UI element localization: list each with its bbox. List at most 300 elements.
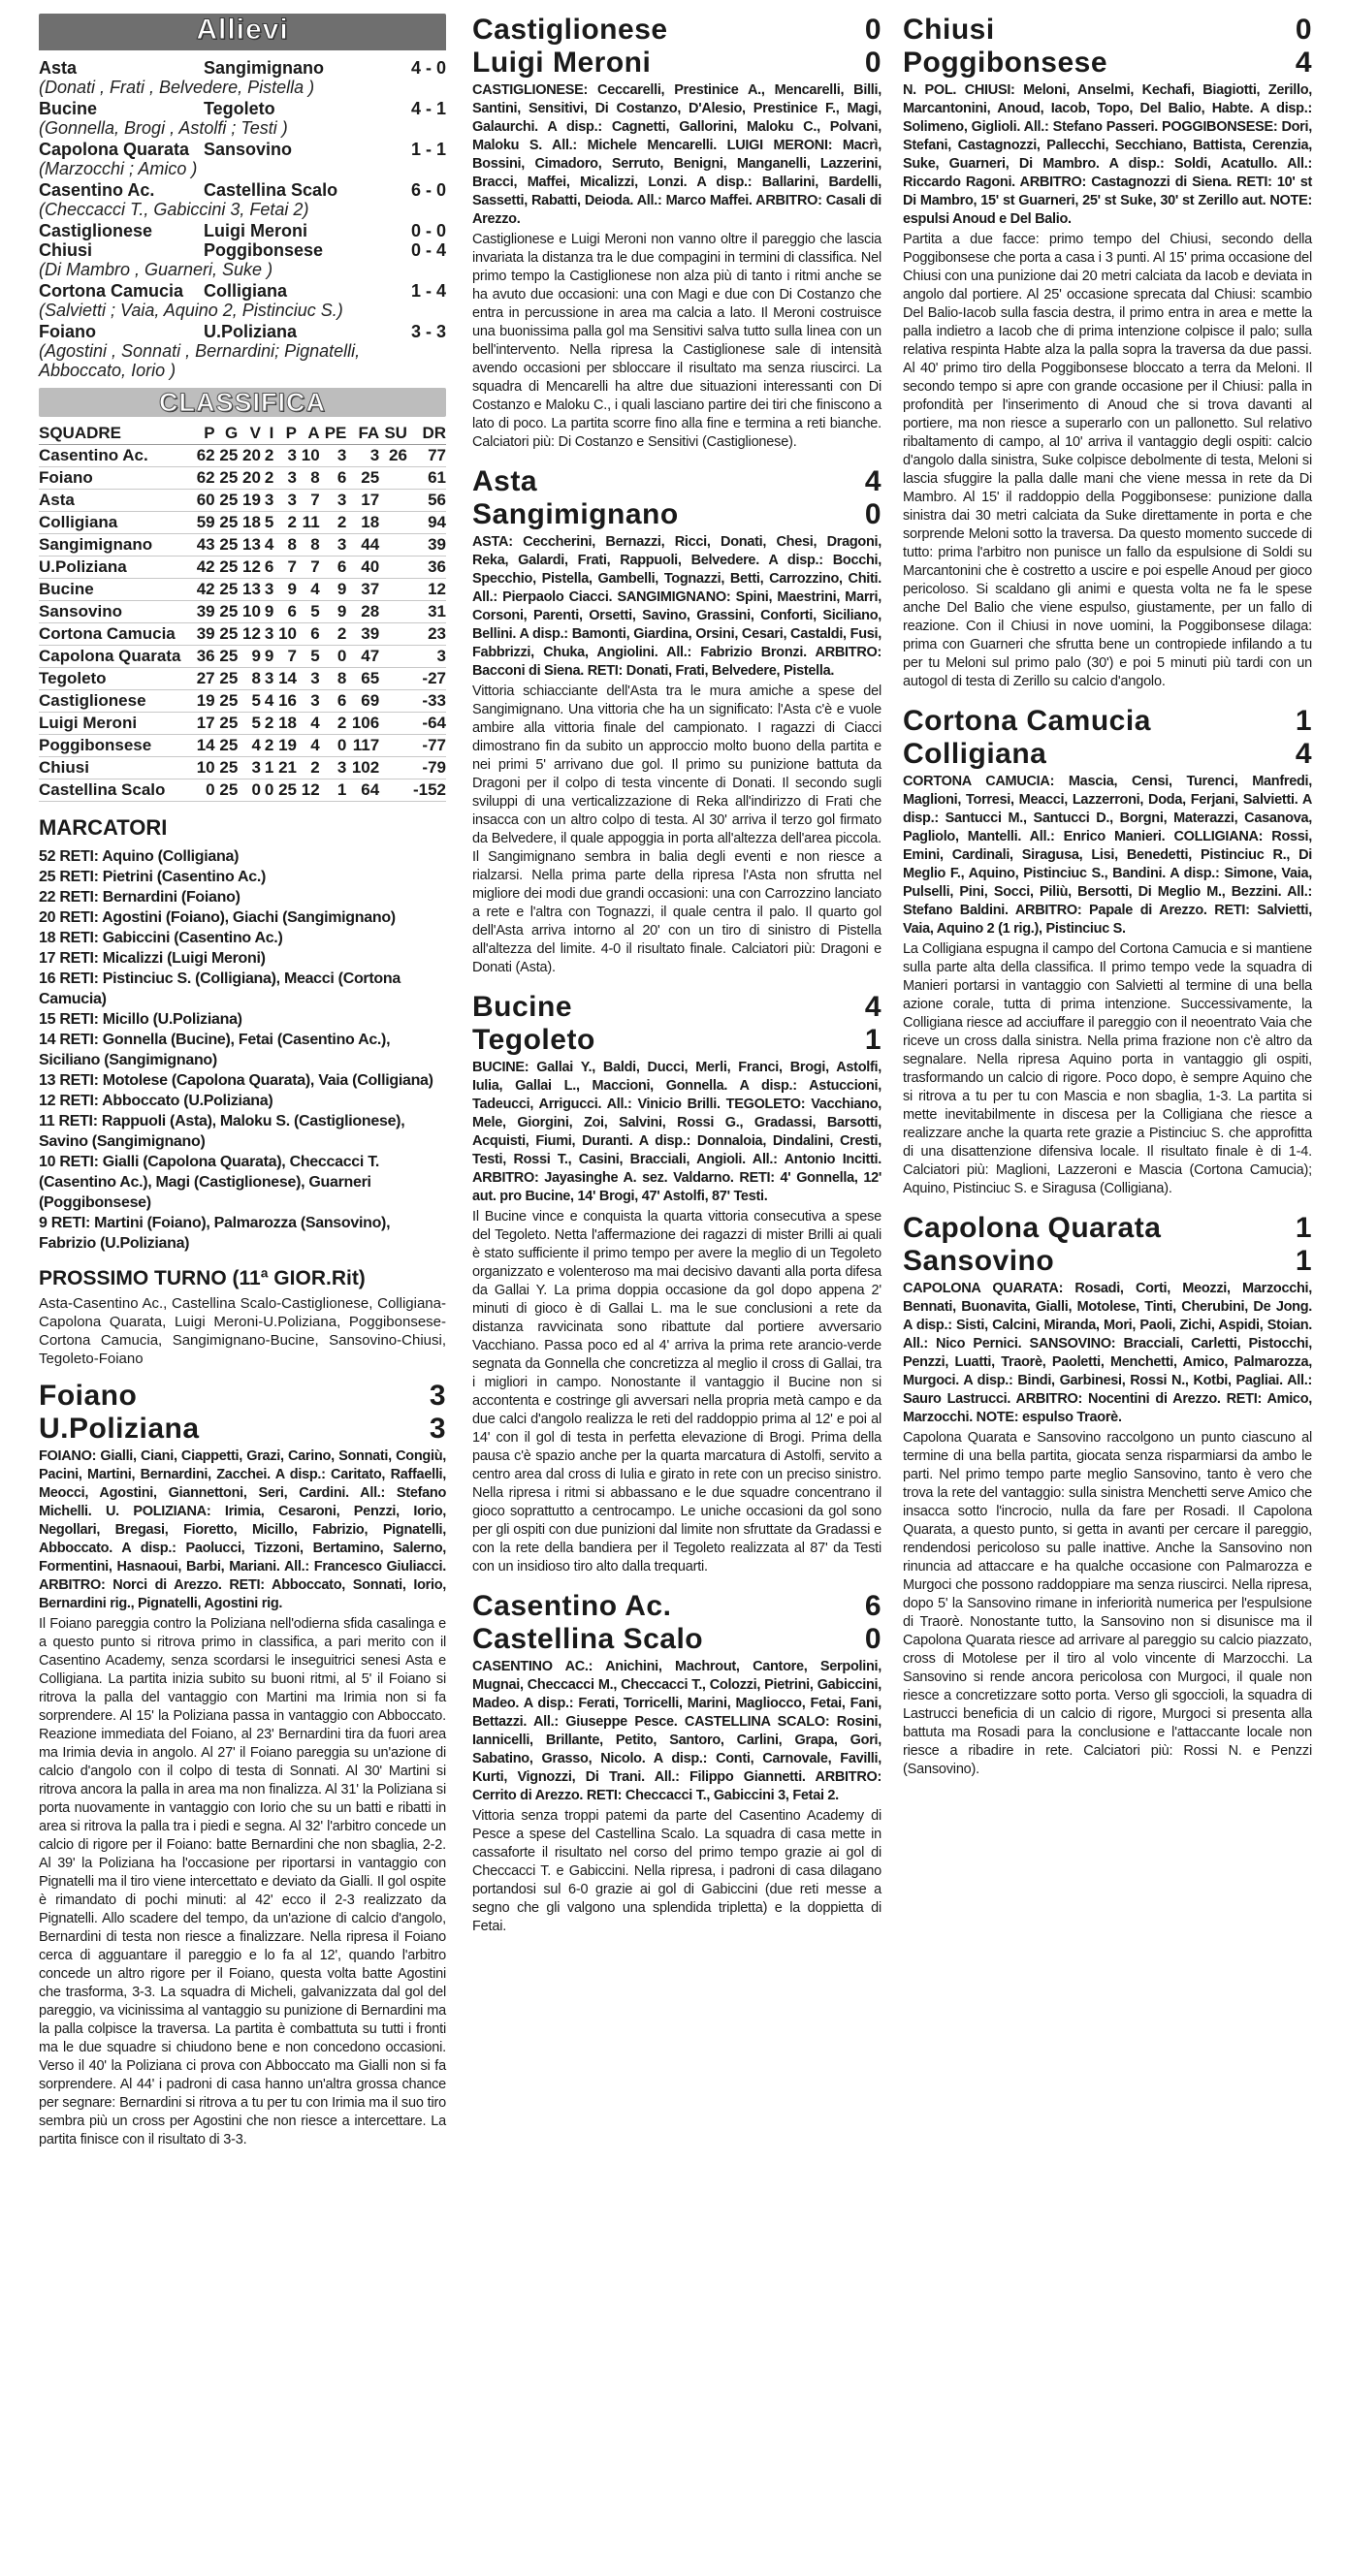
standings-cell — [379, 757, 407, 779]
standings-cell: 8 — [238, 668, 261, 690]
home-team-score: 3 — [429, 1380, 446, 1412]
home-team-score: 0 — [864, 14, 881, 46]
match-lineups: FOIANO: Gialli, Ciani, Ciappetti, Grazi, Carino, Sonnati, Congiù, Pacini, Martini, Bernardini, Zacchei. A disp.: Caritato, Raffaelli, Meocci, Agostini, Giannettoni, Seri, Cardini. All.: Stefano Michelli. U. POLIZIANA: Irimia, Cesaroni, Penzzi, Iorio, Negollari, Bregasi, Fioretto, Micillo, Fabrizio, Pignatelli, Abboccato. A disp.: Paolucci, Tizzoni, Bertamino, Salerno, Formentini, Hasnaoui, Barbi, Mariani. All.: Francesco Giuliacci. ARBITRO: Norci di Arezzo. RETI: Abboccato, Sonnati, Iorio, Bernardini rig., Pignatelli, Agostini rig. — [39, 1448, 446, 1611]
match-home-line — [903, 1212, 1312, 1245]
standings-cell: 106 — [346, 713, 379, 735]
standings-row — [39, 690, 446, 713]
standings-cell: 3 — [320, 534, 347, 557]
standings-cell: 8 — [273, 534, 297, 557]
standings-cell: 6 — [297, 623, 320, 646]
match-away-line — [472, 1024, 881, 1057]
standings-cell: -77 — [407, 735, 446, 757]
standings-cell: 31 — [407, 601, 446, 623]
match-lineups: N. POL. CHIUSI: Meloni, Anselmi, Kechafi, Biagiotti, Zerillo, Marcantonini, Anoud, Iacob, Topo, Del Balio, Habte. A disp.: Solimeno, Giglioli. All.: Stefano Passeri. POGGIBONSESE: Dori, Stefani, Castagnozzi, Pallecchi, Secchiano, Battista, Cerenzia, Suke, Guarneri, Di Mambro. A disp.: Soldi, Acatullo. All.: Riccardo Ragoni. ARBITRO: Castagnozzi di Siena. RETI: 10' st Di Mambro, 15' st Guarneri, 25' st Suke, 30' st Zerillo aut. NOTE: espulsi Anoud e Del Balio. — [903, 82, 1312, 227]
team-name: Foiano — [39, 467, 192, 490]
standings-cell: -79 — [407, 757, 446, 779]
standings-cell: 13 — [238, 534, 261, 557]
standings-cell: -33 — [407, 690, 446, 713]
standings-cell: 39 — [192, 601, 215, 623]
match-report — [472, 14, 881, 452]
match-text: Partita a due facce: primo tempo del Chiusi, secondo della Poggibonsese che porta a casa i 3 punti. Al 15' prima occasione del Chiusi con una punizione dai 20 metri calciata da Iacob e deviata in angolo dal portiere. Al 25' occasione sprecata dal Chiusi: scambio Del Balio-Iacob sulla fascia destra, il primo entra in area e mette la palla indietro a Iacob che di prima intenzione colpisce il palo; sulla relativa respinta Habte alza la palla sopra la traversa da due passi. Al 40' primo tiro della Poggibonsese bloccato a terra da Meloni. Il secondo tempo si apre con grande occasione per il Chiusi: palla in profondità per l'inserimento di Anoud che si trova davanti al portiere, ma non riesce a superarlo con un pallonetto. Sul relativo ribaltamento di campo, al 10' arriva il vantaggio degli ospiti: calcio d'angolo dalla sinistra, Suke colpisce debolmente di testa, Meloni si lascia sfuggire la palla dalle mani che viene messa in rete da Di Mambro. Al 15' il raddoppio della Poggibonsese: punizione dalla sinistra dai 30 metri calciata da Suke direttamente in porta e che sorprende Meloni sotto la traversa. Da questo momento succede di tutto: prima l'arbitro non punisce un fallo da espulsione di Soldi su Marcantonini che è costretto a uscire e poi espelle Anoud per gioco pericoloso. Si scaldano gli animi e questa volta ne fa le spese anche Del Balio che viene espulso, giustamente, per un fallo di reazione. Con il Chiusi in nove uomini, la Poggibonsese dilaga: prima con Guarneri che sfrutta bene un contropiede infilando a tu per tu Meloni sul primo palo (30') e poi 5 minuti più tardi con un autogol di testa di Zerillo su calcio d'angolo. — [903, 232, 1312, 689]
standings-cell: 25 — [215, 735, 239, 757]
scorer-line: 16 RETI: Pistinciuc S. (Colligiana), Meacci (Cortona Camucia) — [39, 970, 401, 1007]
standings-cell: 5 — [261, 512, 273, 534]
standings-cell: 6 — [320, 557, 347, 579]
next-round-text: Asta-Casentino Ac., Castellina Scalo-Castiglionese, Colligiana-Capolona Quarata, Luigi Meroni-U.Poliziana, Poggibonsese-Cortona Camucia, Sangimignano-Bucine, Sansovino-Chiusi, Tegoleto-Foiano — [39, 1295, 446, 1367]
standings-cell — [379, 579, 407, 601]
team-name: Sangimignano — [39, 534, 192, 557]
result-scorers: (Marzocchi ; Amico ) — [39, 159, 198, 178]
standings-cell: 25 — [215, 534, 239, 557]
home-team: Chiusi — [39, 240, 93, 260]
match-lineups: CORTONA CAMUCIA: Mascia, Censi, Turenci, Manfredi, Maglioni, Torresi, Meacci, Lazzerroni, Doda, Ferjani, Salvietti. A disp.: Santucci M., Santucci D., Borgni, Materazzi, Casanova, Pagliolo, Mantelli. All.: Enrico Manieri. COLLIGIANA: Rossi, Emini, Cardinali, Siragusa, Lisi, Benedetti, Pistinciuc R., Di Meglio F., Aquino, Pistinciuc S., Bandini. A disp.: Simone, Vaia, Pulselli, Pini, Socci, Piliù, Bersotti, Di Meglio M., Bezzini. All.: Stefano Baldini. ARBITRO: Papale di Arezzo. RETI: Salvietti, Vaia, Aquino 2 (1 rig.), Pistinciuc S. — [903, 774, 1312, 937]
scorer-line: 52 RETI: Aquino (Colligiana) — [39, 848, 240, 865]
result-row — [39, 140, 446, 159]
home-team-name: Capolona Quarata — [903, 1212, 1162, 1244]
standings-cell: 56 — [407, 490, 446, 512]
home-team-score: 1 — [1295, 1212, 1312, 1244]
away-team-score: 0 — [864, 1623, 881, 1655]
team-name: Cortona Camucia — [39, 623, 192, 646]
scorer-line: 20 RETI: Agostini (Foiano), Giachi (Sangimignano) — [39, 909, 396, 926]
standings-cell: 3 — [407, 646, 446, 668]
home-team: Casentino Ac. — [39, 180, 155, 200]
scorer-line: 13 RETI: Motolese (Capolona Quarata), Vaia (Colligiana) — [39, 1072, 433, 1089]
team-name: Luigi Meroni — [39, 713, 192, 735]
match-report — [903, 705, 1312, 1198]
standings-header-cell: V — [238, 423, 261, 445]
standings-cell: 25 — [215, 579, 239, 601]
standings-table — [39, 423, 446, 802]
away-team-name: Poggibonsese — [903, 47, 1108, 79]
result-scorers: (Di Mambro , Guarneri, Suke ) — [39, 260, 273, 279]
standings-cell: 9 — [320, 579, 347, 601]
scorer-line: 17 RETI: Micalizzi (Luigi Meroni) — [39, 950, 266, 967]
standings-cell: 6 — [261, 557, 273, 579]
standings-cell: 6 — [320, 467, 347, 490]
standings-cell: 2 — [261, 445, 273, 467]
match-text: La Colligiana espugna il campo del Cortona Camucia e si mantiene sulla parte alta della classifica. Il primo tempo vede la squadra di Manieri portarsi in vantaggio con Salvietti al termine di una bella azione corale, tutta di prima intenzione. Successivamente, la Colligiana riesce ad acciuffare il pareggio con il neoentrato Vaia che riceve un cross dalla sinistra. Nella prima frazione non c'è altro da segnalare. Nella ripresa Aquino porta in vantaggio gli ospiti, trasformando un calcio di rigore. Poco dopo, è sempre Aquino che si ritrova a tu per tu con Mascia e non sbaglia, 1-3. La partita si mette inevitabilmente in discesa per la Colligiana che riesce a realizzare anche la quarta rete grazie a Pistinciuc S. che approfitta di una disattenzione difensiva locale. Il risultato finale è di 1-4. Calciatori più: Maglioni, Lazzeroni e Mascia (Cortona Camucia); Aquino, Pistinciuc S. e Siragusa (Colligiana). — [903, 941, 1312, 1196]
away-team: Castellina Scalo — [204, 180, 338, 200]
column-right — [903, 14, 1312, 1779]
column-middle — [472, 14, 881, 1936]
result-row — [39, 58, 446, 78]
standings-cell: 43 — [192, 534, 215, 557]
match-lineups: CASTIGLIONESE: Ceccarelli, Prestinice A., Mencarelli, Billi, Santini, Sensitivi, Di Costanzo, D'Alesio, Prestinice F., Magi, Galaurchi. A disp.: Cagnetti, Gallorini, Maloku C., Polvani, Maloku S. All.: Michele Mencarelli. LUIGI MERONI: Macrì, Bossini, Cimadoro, Serruto, Benigni, Manganelli, Lazzerini, Bracci, Maffei, Micalizzi, Lonzi. A disp.: Ballarini, Bardelli, Sassetti, Rabatti, Deioda. All.: Marco Maffei. ARBITRO: Casali di Arezzo. — [472, 82, 881, 227]
result-scorers: (Donati , Frati , Belvedere, Pistella ) — [39, 78, 315, 97]
standings-row — [39, 623, 446, 646]
standings-row — [39, 445, 446, 467]
standings-cell: 9 — [261, 646, 273, 668]
standings-cell: 3 — [346, 445, 379, 467]
standings-cell — [379, 623, 407, 646]
away-team: Poggibonsese — [204, 240, 324, 260]
match-report — [472, 1590, 881, 1936]
standings-row — [39, 601, 446, 623]
team-name: Tegoleto — [39, 668, 192, 690]
home-team-name: Chiusi — [903, 14, 995, 46]
standings-cell: 42 — [192, 579, 215, 601]
standings-cell: 3 — [320, 445, 347, 467]
standings-cell: 94 — [407, 512, 446, 534]
match-home-line — [39, 1380, 446, 1413]
standings-cell: 61 — [407, 467, 446, 490]
standings-cell: 3 — [261, 668, 273, 690]
standings-cell: 8 — [297, 534, 320, 557]
scorers-title: MARCATORI — [39, 815, 168, 840]
home-team-name: Bucine — [472, 991, 573, 1023]
result-score: 3 - 3 — [410, 322, 446, 341]
standings-cell: 7 — [273, 646, 297, 668]
match-home-line — [903, 14, 1312, 47]
standings-cell — [379, 713, 407, 735]
match-away-line — [472, 47, 881, 80]
away-team-score: 4 — [1295, 738, 1312, 770]
home-team: Foiano — [39, 322, 96, 341]
standings-cell: 10 — [192, 757, 215, 779]
standings-cell: 25 — [346, 467, 379, 490]
standings-cell: 0 — [192, 779, 215, 802]
standings-cell: 6 — [273, 601, 297, 623]
standings-cell: 18 — [346, 512, 379, 534]
standings-cell: 25 — [215, 557, 239, 579]
standings-cell: 3 — [261, 579, 273, 601]
standings-banner: CLASSIFICA — [39, 388, 446, 417]
allievi-banner: Allievi — [39, 14, 446, 47]
standings-header-cell: SQUADRE — [39, 423, 192, 445]
match-text: Il Foiano pareggia contro la Poliziana nell'odierna sfida casalinga e a questo punto si ritrova primo in classifica, a pari merito con il Casentino Academy, senza scordarsi le inseguitrici senesi Asta e Colligiana. La partita inizia subito su buoni ritmi, al 5' il Foiano si ritrova la palla del vantaggio con Martini ma Irimia non si fa sorprendere. Al 15' la Poliziana passa in vantaggio con Abboccato. Reazione immediata del Foiano, al 23' Bernardini tira da fuori area ma Irimia devia in angolo. Al 27' il Foiano pareggia su un'azione di calcio d'angolo con il colpo di testa di Sonnati. Al 30' Martini si ritrova ancora la palla in area ma non finalizza. Al 31' la Poliziana si porta nuovamente in vantaggio con Iorio che su un batti e ribatti in area si ritrova la palla tra i piedi e segna. Al 32' l'arbitro concede un calcio di rigore per il Foiano: batte Bernardini che non sbaglia, 2-2. Al 39' la Poliziana ha l'occasione per riportarsi in vantaggio con Pignatelli ma il tiro viene intercettato e deviato da Gialli. Il gol ospite è rimandato di pochi minuti: al 42' ecco il 2-3 realizzato da Pignatelli. Allo scadere del tempo, da un'azione di calcio d'angolo, Bernardini di testa non riesce a finalizzare. Nella ripresa il Foiano cerca di agguantare il pareggio e lo fa al 12', quando l'arbitro concede un altro rigore per il Foiano, questa volta batte Agostini che trasforma, 3-3. La squadra di Micheli, galvanizzata dal gol del pareggio, va vicinissima al vantaggio su punizione di Bernardini ma la palla colpisce la traversa. La partita è combattuta su tutti i fronti ma le due squadre si chiudono bene e non concedono occasioni. Verso il 40' la Poliziana ci prova con Abboccato ma Gialli non si fa sorprendere. Al 44' i padroni di casa hanno un'altra grossa chance per segnare: Bernardini si ritrova a tu per tu con Irimia ma il suo tiro sembra più un cross per Agostini che non riesce a intercettare. La partita finisce con il risultato di 3-3. — [39, 1616, 446, 2147]
standings-cell: -27 — [407, 668, 446, 690]
standings-cell: 3 — [297, 668, 320, 690]
away-team-score: 0 — [864, 47, 881, 79]
result-score: 4 - 1 — [410, 99, 446, 118]
match-report — [39, 1380, 446, 2149]
away-team-name: Castellina Scalo — [472, 1623, 704, 1655]
away-team-name: Sansovino — [903, 1245, 1055, 1277]
match-lineups: BUCINE: Gallai Y., Baldi, Ducci, Merli, Franci, Brogi, Astolfi, Iulia, Gallai L., Maccioni, Gonnella. A disp.: Astuccioni, Tadeucci, Arrigucci. All.: Vinicio Brilli. TEGOLETO: Vacchiano, Mele, Giorgini, Zoi, Salvini, Rossi G., Gradassi, Barsotti, Acquisti, Fiumi, Duranti. A disp.: Donnaloia, Dindalini, Cresti, Testi, Rossi T., Casini, Bracciali, Angioli. All.: Antonio Incitti. ARBITRO: Jayasinghe A. sez. Valdarno. RETI: 4' Gonnella, 12' aut. pro Bucine, 14' Brogi, 47' Astolfi, 87' Testi. — [472, 1060, 881, 1204]
match-away-line — [903, 1245, 1312, 1278]
standings-cell: 8 — [320, 668, 347, 690]
result-score: 1 - 4 — [410, 281, 446, 301]
standings-cell: 9 — [320, 601, 347, 623]
match-report — [472, 991, 881, 1576]
standings-cell: 14 — [192, 735, 215, 757]
standings-cell: 44 — [346, 534, 379, 557]
standings-cell — [379, 534, 407, 557]
standings-cell: 20 — [238, 467, 261, 490]
match-home-line — [472, 1590, 881, 1623]
away-team: Luigi Meroni — [204, 221, 307, 240]
standings-cell: 12 — [407, 579, 446, 601]
standings-cell: 2 — [320, 713, 347, 735]
scorer-line: 15 RETI: Micillo (U.Poliziana) — [39, 1011, 242, 1028]
scorer-line: 9 RETI: Martini (Foiano), Palmarozza (Sansovino), Fabrizio (U.Poliziana) — [39, 1215, 391, 1252]
standings-cell: 0 — [238, 779, 261, 802]
home-team: Capolona Quarata — [39, 140, 190, 159]
standings-cell: 1 — [261, 757, 273, 779]
team-name: Colligiana — [39, 512, 192, 534]
standings-header-cell: P — [192, 423, 215, 445]
standings-cell: 25 — [215, 623, 239, 646]
match-away-line — [39, 1413, 446, 1446]
standings-cell: 25 — [215, 490, 239, 512]
home-team-name: Foiano — [39, 1380, 138, 1412]
standings-cell: 5 — [297, 601, 320, 623]
result-score: 1 - 1 — [410, 140, 446, 159]
next-round-title: PROSSIMO TURNO (11ª GIOR.Rit) — [39, 1267, 366, 1289]
team-name: Poggibonsese — [39, 735, 192, 757]
result-score: 6 - 0 — [410, 180, 446, 200]
standings-cell: 117 — [346, 735, 379, 757]
standings-cell: 0 — [320, 735, 347, 757]
result-row — [39, 99, 446, 118]
match-home-line — [472, 991, 881, 1024]
away-team-score: 1 — [1295, 1245, 1312, 1277]
team-name: Castellina Scalo — [39, 779, 192, 802]
standings-cell: 62 — [192, 467, 215, 490]
standings-cell: 4 — [297, 579, 320, 601]
match-lineups: ASTA: Ceccherini, Bernazzi, Ricci, Donati, Chesi, Dragoni, Reka, Galardi, Frati, Rappuoli, Belvedere. A disp.: Bocchi, Specchio, Pistella, Gambelli, Tognazzi, Betti, Carrozzino, Chiti. All.: Pierpaolo Ciacci. SANGIMIGNANO: Spini, Maestrini, Marri, Corsoni, Parenti, Orsetti, Savino, Grassini, Conforti, Siciliano, Bellini. A disp.: Bamonti, Giardina, Orsini, Cesari, Castaldi, Fusi, Fabbrizzi, Chuka, Angiolini. All.: Fabrizio Bronzi. ARBITRO: Bacconi di Siena. RETI: Donati, Frati, Belvedere, Pistella. — [472, 534, 881, 679]
scorer-line: 12 RETI: Abboccato (U.Poliziana) — [39, 1093, 273, 1109]
standings-cell: 42 — [192, 557, 215, 579]
match-home-line — [472, 465, 881, 498]
standings-cell: 3 — [273, 490, 297, 512]
standings-cell: 2 — [320, 512, 347, 534]
home-team-score: 6 — [864, 1590, 881, 1622]
standings-cell: 26 — [379, 445, 407, 467]
standings-row — [39, 779, 446, 802]
standings-cell: 25 — [215, 512, 239, 534]
results-list — [39, 58, 446, 380]
standings-row — [39, 490, 446, 512]
standings-cell: 16 — [273, 690, 297, 713]
match-text: Capolona Quarata e Sansovino raccolgono un punto ciascuno al termine di una bella partita, giocata senza risparmiarsi da ambo le parti. Nel primo tempo parte meglio Sansovino, tanto è vero che trova la rete del vantaggio: sulla sinistra Menchetti serve Amico che insacca sotto l'incrocio, nulla da fare per Rosadi. Il Capolona Quarata, a questo punto, si getta in avanti per cercare il pareggio, rendendosi pericoloso su palle inattive. Anche la Sansovino non rinuncia ad attaccare e ha qualche occasione con Palmarozza e Murgoci che possono raddoppiare ma senza riuscirci. Nella ripresa, dopo 5' la Sansovino rimane in inferiorità numerica per l'espulsione di Traorè. Nonostante tutto, la Sansovino non si disunisce ma il Capolona Quarata riesce ad arrivare al pareggio su calcio piazzato, cross di Motolese per il tiro al volo vincente di Marzocchi. La Sansovino si rende ancora pericolosa con Murgoci, il quale non riesce a concretizzare sotto porta. Verso gli sgoccioli, la squadra di Lastrucci beneficia di un calcio di rigore, Murgoci si presenta alla battuta ma Rosadi para la conclusione e l'attaccante locale non riesce a ribadire in rete. Calciatori più: Rossi N. e Penzzi (Sansovino). — [903, 1430, 1312, 1777]
standings-row — [39, 467, 446, 490]
standings-cell: 65 — [346, 668, 379, 690]
match-text: Vittoria senza troppi patemi da parte del Casentino Academy di Pesce a spese del Castellina Scalo. La squadra di casa mette in cassaforte il risultato nel corso del primo tempo grazie ai gol di Checcacci T. e Gabiccini. Nella ripresa, i padroni di casa dilagano portandosi sul 6-0 grazie ai gol di Gabiccini (due reti messe a segno che gli valgono una splendida tripletta) e la doppietta di Fetai. — [472, 1808, 881, 1934]
standings-cell: 10 — [273, 623, 297, 646]
match-text: Castiglionese e Luigi Meroni non vanno oltre il pareggio che lascia invariata la distanza tra le due compagini in termini di classifica. Nel primo tempo la Castiglionese non alza più di tanto i ritmi anche se ha avuto due occasioni: una con Magi e due con Di Costanzo che entra in percussione in area ma calcia a lato. Il Meroni costruisce una buonissima palla gol ma Sensitivi salva tutto sulla linea con un bell'intervento. Nella ripresa la Castiglionese sale di intensità avendo occasioni per sbloccare il risultato ma senza riuscirci. La squadra di Mencarelli ha altre due situazioni interessanti con Di Costanzo e Maloku C., i quali lasciano partire dei tiri che finiscono a lato di poco. La partita scorre fino alla fine e termina a reti bianche. Calciatori più: Di Costanzo e Sensitivi (Castiglionese). — [472, 232, 881, 450]
standings-cell: 25 — [215, 779, 239, 802]
standings-cell: 17 — [192, 713, 215, 735]
standings-cell: 27 — [192, 668, 215, 690]
standings-cell: 3 — [273, 445, 297, 467]
standings-cell — [379, 557, 407, 579]
result-row — [39, 221, 446, 240]
result-row — [39, 322, 446, 341]
standings-row — [39, 757, 446, 779]
home-team-name: Asta — [472, 465, 538, 497]
result-row — [39, 240, 446, 260]
result-scorers: (Checcacci T., Gabiccini 3, Fetai 2) — [39, 200, 309, 219]
scorer-line: 18 RETI: Gabiccini (Casentino Ac.) — [39, 930, 283, 946]
standings-cell: 25 — [215, 467, 239, 490]
standings-cell: 77 — [407, 445, 446, 467]
away-team-score: 0 — [864, 498, 881, 530]
standings-cell: 18 — [273, 713, 297, 735]
standings-cell: 40 — [346, 557, 379, 579]
standings-cell — [379, 467, 407, 490]
away-team-name: Luigi Meroni — [472, 47, 652, 79]
team-name: Sansovino — [39, 601, 192, 623]
result-row — [39, 281, 446, 301]
standings-header-cell: P — [273, 423, 297, 445]
home-team-name: Casentino Ac. — [472, 1590, 672, 1622]
standings-cell: -64 — [407, 713, 446, 735]
standings-cell: 39 — [192, 623, 215, 646]
match-away-line — [903, 47, 1312, 80]
standings-cell: 6 — [320, 690, 347, 713]
standings-cell: 11 — [297, 512, 320, 534]
standings-cell: 12 — [238, 623, 261, 646]
scorer-line: 10 RETI: Gialli (Capolona Quarata), Checcacci T. (Casentino Ac.), Magi (Castiglionese), Guarneri (Poggibonsese) — [39, 1154, 380, 1211]
standings-cell: 3 — [261, 623, 273, 646]
standings-cell: 13 — [238, 579, 261, 601]
team-name: Castiglionese — [39, 690, 192, 713]
scorer-line: 25 RETI: Pietrini (Casentino Ac.) — [39, 869, 266, 885]
reports-middle — [472, 14, 881, 1936]
team-name: Bucine — [39, 579, 192, 601]
standings-cell: 25 — [215, 646, 239, 668]
standings-cell — [379, 646, 407, 668]
match-away-line — [903, 738, 1312, 771]
away-team: Sangimignano — [204, 58, 325, 78]
standings-row — [39, 534, 446, 557]
home-team: Bucine — [39, 99, 98, 118]
standings-cell: 18 — [238, 512, 261, 534]
match-home-line — [903, 705, 1312, 738]
standings-cell: 102 — [346, 757, 379, 779]
standings-cell: 3 — [261, 490, 273, 512]
away-team-name: U.Poliziana — [39, 1413, 200, 1445]
team-name: U.Poliziana — [39, 557, 192, 579]
standings-row — [39, 713, 446, 735]
standings-cell: 5 — [238, 690, 261, 713]
result-scorers: (Gonnella, Brogi , Astolfi ; Testi ) — [39, 118, 288, 138]
away-team-name: Colligiana — [903, 738, 1047, 770]
match-lineups: CASENTINO AC.: Anichini, Machrout, Cantore, Serpolini, Mugnai, Checcacci M., Checcacci T., Colozzi, Pietrini, Gabiccini, Madeo. A disp.: Ferati, Torricelli, Marini, Magliocco, Fetai, Fani, Bettazzi. All.: Giuseppe Pesce. CASTELLINA SCALO: Rosini, Iannicelli, Brillante, Petito, Santoro, Carlini, Grapa, Gori, Sabatino, Grasso, Nicolo. A disp.: Conti, Carnovale, Favilli, Kurti, Vignozzi, Di Trani. All.: Filippo Giannetti. ARBITRO: Cerrito di Arezzo. RETI: Checcacci T., Gabiccini 3, Fetai 2. — [472, 1659, 881, 1803]
team-name: Capolona Quarata — [39, 646, 192, 668]
home-team-score: 4 — [864, 991, 881, 1023]
home-team-name: Castiglionese — [472, 14, 668, 46]
standings-cell: 20 — [238, 445, 261, 467]
home-team-score: 0 — [1295, 14, 1312, 46]
match-report — [903, 1212, 1312, 1779]
away-team-score: 1 — [864, 1024, 881, 1056]
standings-header-cell: A — [297, 423, 320, 445]
standings-cell — [379, 690, 407, 713]
home-team-score: 1 — [1295, 705, 1312, 737]
standings-row — [39, 646, 446, 668]
away-team: Tegoleto — [204, 99, 275, 118]
standings-cell — [379, 779, 407, 802]
standings-cell: 21 — [273, 757, 297, 779]
standings-cell: 28 — [346, 601, 379, 623]
result-score: 4 - 0 — [410, 58, 446, 78]
standings-cell: 39 — [407, 534, 446, 557]
standings-cell: 47 — [346, 646, 379, 668]
standings-cell: 19 — [192, 690, 215, 713]
match-text: Vittoria schiacciante dell'Asta tra le mura amiche a spese del Sangimignano. Una vittoria che ha un significato: l'Asta c'è e vuole ambire alla vittoria finale del campionato. I ragazzi di Ciacci dimostrano fin da subito un approccio molto buono della partita e nei primi 5' arrivano due gol. Il primo su punizione battuta da Dragoni per il colpo di testa vincente di Donati. Il secondo sugli sviluppi di una verticalizzazione di Reka all'indirizzo di Frati che insacca con un altro colpo di testa. Al 30' arriva il terzo gol firmato da Belvedere, il quale appoggia in porta all'altezza dell'area piccola. Il Sangimignano sembra in balia degli eventi e non riesce a rialzarsi. Nella prima parte della ripresa l'Asta non sfrutta nel migliore dei modi due grandi occasioni: una con Carrozzino lanciato a rete e l'altra con Tognazzi, il quale centra il palo. Il quarto gol dell'Asta arriva intorno al 20' con un tiro di sinistro di Pistella all'altezza del limite. 4-0 il risultato finale. Calciatori più: Dragoni e Donati (Asta). — [472, 684, 881, 975]
standings-cell: 25 — [215, 757, 239, 779]
standings-cell: 39 — [346, 623, 379, 646]
reports-right — [903, 14, 1312, 1779]
standings-cell: 4 — [297, 735, 320, 757]
standings-cell: 4 — [261, 690, 273, 713]
standings-cell: 9 — [238, 646, 261, 668]
standings-cell: 3 — [297, 690, 320, 713]
standings-cell: 25 — [215, 668, 239, 690]
result-scorers: (Agostini , Sonnati , Bernardini; Pignatelli, Abboccato, Iorio ) — [39, 341, 361, 380]
standings-cell: 60 — [192, 490, 215, 512]
scorer-line: 22 RETI: Bernardini (Foiano) — [39, 889, 240, 906]
standings-cell: 25 — [215, 445, 239, 467]
standings-header-cell: I — [261, 423, 273, 445]
away-team: Colligiana — [204, 281, 288, 301]
away-team: U.Poliziana — [204, 322, 298, 341]
away-team-score: 3 — [429, 1413, 446, 1445]
standings-cell: 5 — [238, 713, 261, 735]
standings-cell: 0 — [320, 646, 347, 668]
result-score: 0 - 4 — [410, 240, 446, 260]
standings-cell: 9 — [273, 579, 297, 601]
standings-cell — [379, 490, 407, 512]
standings-cell: 25 — [273, 779, 297, 802]
standings-cell — [379, 512, 407, 534]
standings-cell: 2 — [297, 757, 320, 779]
standings-cell: 8 — [297, 467, 320, 490]
standings-header-cell: PE — [320, 423, 347, 445]
team-name: Chiusi — [39, 757, 192, 779]
result-row — [39, 180, 446, 200]
standings-header-row — [39, 423, 446, 445]
standings-cell: 62 — [192, 445, 215, 467]
standings-row — [39, 512, 446, 534]
scorer-line: 11 RETI: Rappuoli (Asta), Maloku S. (Castiglionese), Savino (Sangimignano) — [39, 1113, 405, 1150]
standings-cell: 69 — [346, 690, 379, 713]
match-home-line — [472, 14, 881, 47]
match-lineups: CAPOLONA QUARATA: Rosadi, Corti, Meozzi, Marzocchi, Bennati, Buonavita, Gialli, Motolese, Tinti, Cherubini, De Jong. A disp.: Sisti, Calcini, Miranda, Mori, Paoli, Zichi, Aspidi, Stoian. All.: Nico Pernici. SANSOVINO: Bracciali, Carletti, Pistocchi, Penzzi, Luatti, Traorè, Paoletti, Menchetti, Amico, Palmarozza, Murgoci. A disp.: Bindi, Garbinesi, Rossi N., Kotbi, Pagliai. All.: Sauro Lastrucci. ARBITRO: Nocentini di Arezzo. RETI: Amico, Marzocchi. NOTE: espulso Traorè. — [903, 1281, 1312, 1425]
standings-cell: 1 — [320, 779, 347, 802]
home-team-name: Cortona Camucia — [903, 705, 1151, 737]
standings-cell: 2 — [273, 512, 297, 534]
away-team: Sansovino — [204, 140, 293, 159]
standings-cell: 2 — [320, 623, 347, 646]
standings-cell: 3 — [320, 490, 347, 512]
team-name: Casentino Ac. — [39, 445, 192, 467]
standings-header-cell: G — [215, 423, 239, 445]
standings-cell: 2 — [261, 467, 273, 490]
standings-cell: 9 — [261, 601, 273, 623]
away-team-name: Tegoleto — [472, 1024, 595, 1056]
standings-cell: 37 — [346, 579, 379, 601]
standings-row — [39, 557, 446, 579]
away-team-name: Sangimignano — [472, 498, 679, 530]
standings-cell: 64 — [346, 779, 379, 802]
standings-cell: 17 — [346, 490, 379, 512]
standings-cell: 3 — [273, 467, 297, 490]
standings-cell: 2 — [261, 713, 273, 735]
away-team-score: 4 — [1295, 47, 1312, 79]
standings-cell: 4 — [297, 713, 320, 735]
standings-cell: 23 — [407, 623, 446, 646]
standings-cell: 3 — [320, 757, 347, 779]
standings-cell: 7 — [297, 490, 320, 512]
standings-cell: 59 — [192, 512, 215, 534]
standings-row — [39, 579, 446, 601]
standings-cell: 12 — [297, 779, 320, 802]
standings-cell: 7 — [273, 557, 297, 579]
